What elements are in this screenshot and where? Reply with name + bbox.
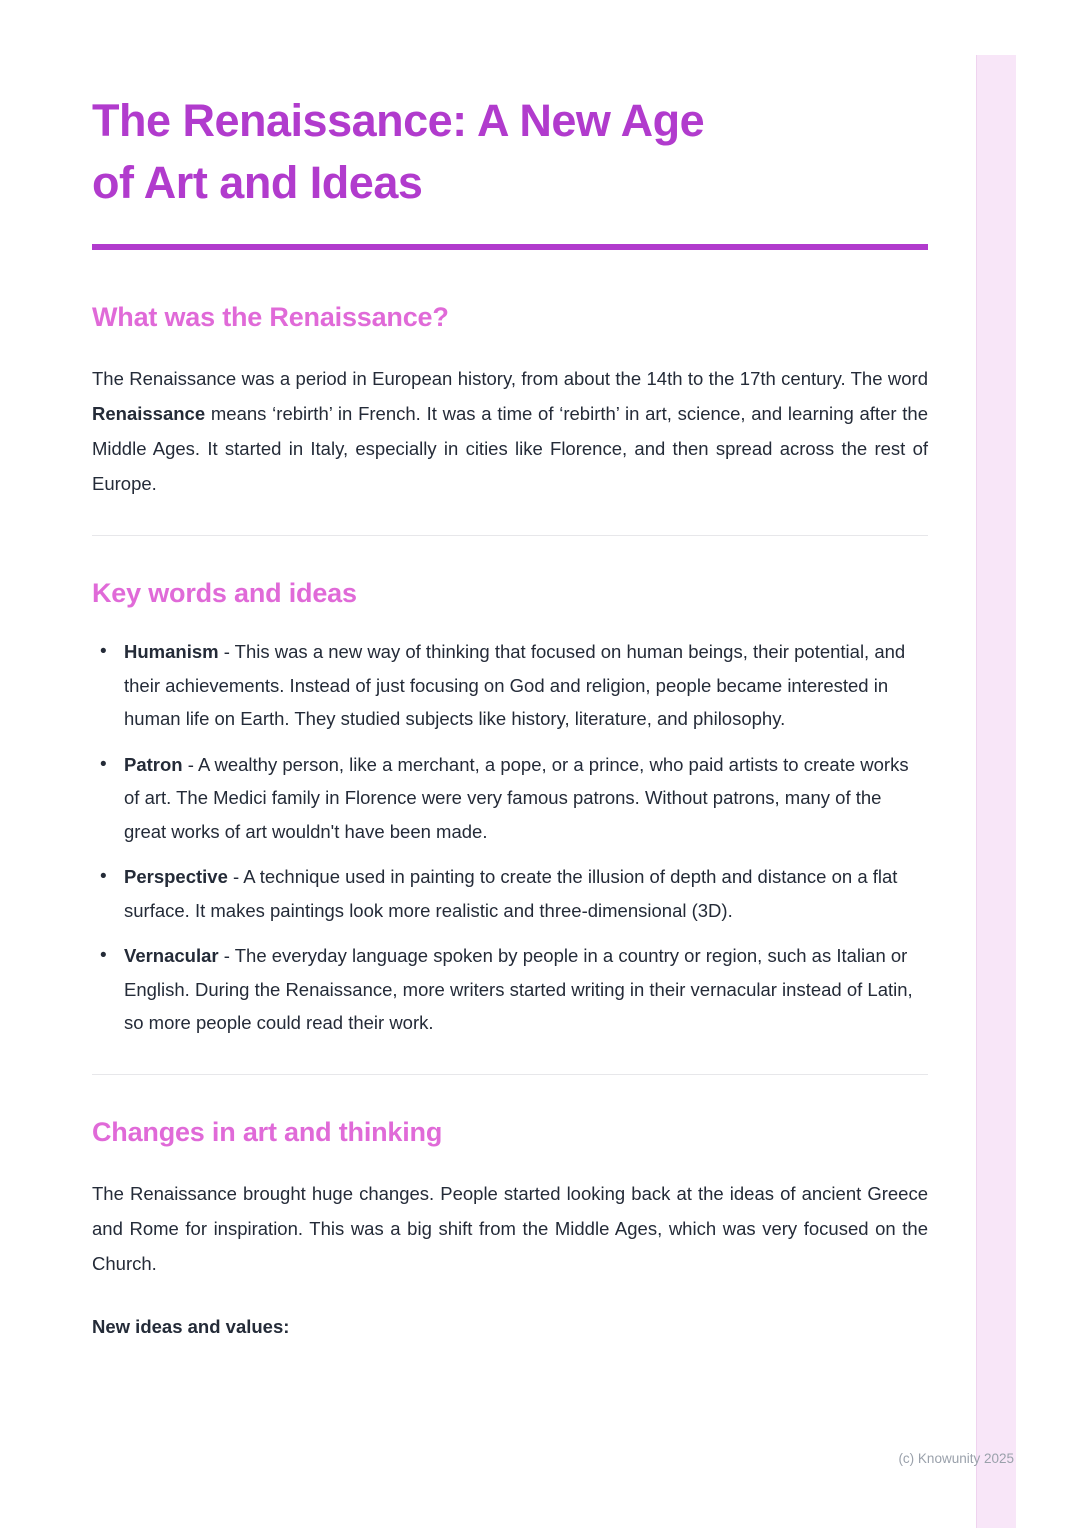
keyword-term: Perspective bbox=[124, 866, 228, 887]
right-accent-stripe bbox=[976, 55, 1016, 1528]
intro-text-end: means ‘rebirth’ in French. It was a time of ‘rebirth’ in art, science, and learning after the Middle Ages. It started in Italy, especially in cities like Florence, and then spread across the rest of Europe. bbox=[92, 403, 928, 494]
bullet-icon: • bbox=[100, 641, 107, 662]
changes-paragraph: The Renaissance brought huge changes. People started looking back at the ideas of ancient Greece and Rome for inspiration. This was a big shift from the Middle Ages, which was very focused on the Church. bbox=[92, 1182, 928, 1274]
section-key-words bbox=[92, 578, 928, 1040]
page-title bbox=[92, 90, 928, 214]
copyright-footer: (c) Knowunity 2025 bbox=[898, 1451, 1014, 1466]
intro-bold-term: Renaissance bbox=[92, 403, 206, 424]
keyword-item-humanism bbox=[92, 635, 928, 736]
section-heading-intro: What was the Renaissance? bbox=[92, 302, 449, 332]
keyword-item-vernacular bbox=[92, 939, 928, 1040]
keyword-item-patron bbox=[92, 748, 928, 849]
bullet-icon: • bbox=[100, 866, 107, 887]
bullet-icon: • bbox=[100, 945, 107, 966]
section-changes bbox=[92, 1117, 928, 1344]
changes-subheading: New ideas and values: bbox=[92, 1315, 290, 1337]
section-what-was-the-renaissance bbox=[92, 302, 928, 501]
keyword-term: Humanism bbox=[124, 641, 219, 662]
keyword-definition: - A wealthy person, like a merchant, a pope, or a prince, who paid artists to create works of art. The Medici family in Florence were very famous patrons. Without patrons, many of the great works of art wouldn't have been made. bbox=[124, 753, 909, 842]
document-page bbox=[92, 0, 928, 1344]
section-divider-1 bbox=[92, 535, 928, 536]
keyword-item-perspective bbox=[92, 860, 928, 927]
intro-paragraph bbox=[92, 361, 928, 501]
intro-text-start: The Renaissance was a period in European history, from about the 14th to the 17th century. The word bbox=[92, 368, 928, 389]
keyword-definition: - The everyday language spoken by people in a country or region, such as Italian or English. During the Renaissance, more writers started writing in their vernacular instead of Latin, so more people could read their work. bbox=[124, 945, 913, 1033]
page-title-line-1: The Renaissance: A New Age bbox=[92, 95, 705, 146]
title-underline-rule bbox=[92, 244, 928, 250]
section-heading-keywords: Key words and ideas bbox=[92, 578, 357, 608]
keywords-list bbox=[92, 635, 928, 1040]
page-title-line-2: of Art and Ideas bbox=[92, 157, 423, 208]
keyword-definition: - A technique used in painting to create the illusion of depth and distance on a flat surface. It makes paintings look more realistic and three-dimensional (3D). bbox=[124, 866, 898, 921]
keyword-term: Vernacular bbox=[124, 945, 219, 966]
bullet-icon: • bbox=[100, 753, 107, 775]
keyword-definition: - This was a new way of thinking that focused on human beings, their potential, and their achievements. Instead of just focusing on God and religion, people became interested in human life on Earth. They studied subjects like history, literature, and philosophy. bbox=[124, 641, 906, 729]
keyword-term: Patron bbox=[124, 753, 183, 775]
section-divider-2 bbox=[92, 1074, 928, 1075]
section-heading-changes: Changes in art and thinking bbox=[92, 1116, 443, 1147]
